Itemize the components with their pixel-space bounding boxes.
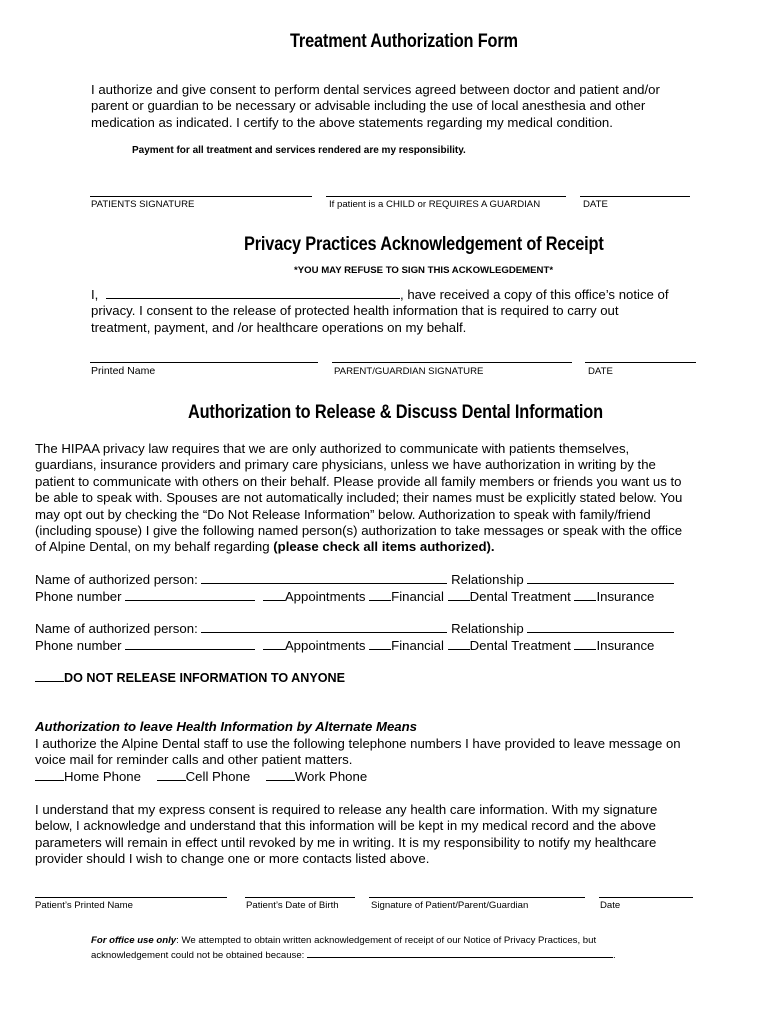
date-line-2[interactable]: [585, 362, 696, 363]
date-line-1[interactable]: [580, 196, 690, 197]
appointments-label: Appointments: [284, 589, 366, 604]
hipaa-line-last: [35, 539, 682, 555]
privacy-practices-title: Privacy Practices Acknowledgement of Receipt: [244, 234, 604, 255]
dental-treatment-label: Dental Treatment: [469, 589, 571, 604]
privacy-line-3: treatment, payment, and /or healthcare operations on my behalf.: [91, 319, 467, 335]
dental-treatment-checkbox[interactable]: [448, 589, 470, 601]
authorized-person-name-field[interactable]: [201, 621, 447, 633]
patient-dob-line[interactable]: [245, 897, 355, 898]
hipaa-last-normal: of Alpine Dental, on my behalf regarding: [35, 539, 274, 555]
authorized-person-row-2: [35, 621, 674, 637]
hipaa-line: be able to speak with. Spouses are not automatically included; their names must be explicitly stated below. You: [35, 490, 683, 506]
work-phone-label: Work Phone: [294, 768, 368, 784]
parent-guardian-signature-line[interactable]: [332, 362, 572, 363]
printed-name-label: Printed Name: [91, 365, 156, 377]
authorized-person-label: Name of authorized person:: [35, 621, 198, 636]
guardian-label: If patient is a CHILD or REQUIRES A GUARDIAN: [329, 199, 541, 210]
authorized-person-row-1: [35, 572, 674, 588]
authorized-person-label: Name of authorized person:: [35, 572, 198, 587]
ack-prefix: I,: [91, 287, 99, 302]
relationship-field[interactable]: [527, 621, 674, 633]
alternate-means-heading: Authorization to leave Health Information by Alternate Means: [35, 719, 417, 734]
phone-row-1: [35, 589, 654, 605]
office-use-label: For office use only: [91, 935, 177, 946]
do-not-release-checkbox[interactable]: [35, 670, 64, 682]
authorized-person-name-field[interactable]: [201, 572, 447, 584]
alternate-means-paragraph: [35, 736, 681, 785]
do-not-release-label: DO NOT RELEASE INFORMATION TO ANYONE: [64, 671, 346, 685]
parent-guardian-label: PARENT/GUARDIAN SIGNATURE: [334, 366, 484, 377]
do-not-release-row: [35, 670, 345, 686]
consent-line: I authorize and give consent to perform dental services agreed between doctor and patient and/or: [91, 82, 660, 97]
guardian-signature-line[interactable]: [326, 196, 566, 197]
relationship-field[interactable]: [527, 572, 674, 584]
alternate-line: I authorize the Alpine Dental staff to use the following telephone numbers I have provided to leave message on: [35, 736, 681, 751]
consent-paragraph-line: provider should I wish to change one or more contacts listed above.: [35, 851, 430, 867]
financial-label: Financial: [391, 638, 444, 653]
signature-patient-parent-guardian-label: Signature of Patient/Parent/Guardian: [371, 900, 529, 911]
hipaa-paragraph: [35, 441, 682, 556]
consent-paragraph-line: below, I acknowledge and understand that this information will be kept in my medical record and the above: [35, 818, 656, 834]
ack-name-blank[interactable]: [106, 287, 400, 299]
appointments-checkbox[interactable]: [263, 638, 285, 650]
cell-phone-label: Cell Phone: [185, 768, 251, 784]
ack-suffix: , have received a copy of this office’s notice of: [400, 287, 669, 302]
appointments-label: Appointments: [284, 638, 366, 653]
insurance-label: Insurance: [596, 638, 655, 653]
financial-checkbox[interactable]: [369, 589, 391, 601]
treatment-consent-paragraph: [91, 82, 660, 131]
treatment-authorization-title: Treatment Authorization Form: [290, 31, 518, 52]
privacy-ack-paragraph: [91, 287, 669, 336]
cell-phone-checkbox[interactable]: [157, 769, 186, 781]
check-items-instruction: (please check all items authorized).: [273, 539, 495, 555]
work-phone-checkbox[interactable]: [266, 769, 295, 781]
office-use-note: [91, 935, 616, 962]
consent-paragraph-line: I understand that my express consent is required to release any health care information. With my signature: [35, 802, 658, 817]
release-dental-info-title: Authorization to Release & Discuss Dental Information: [188, 402, 603, 423]
financial-label: Financial: [391, 589, 444, 604]
refuse-to-sign-note: *YOU MAY REFUSE TO SIGN THIS ACKOWLEGDEMENT*: [294, 265, 554, 276]
hipaa-line: The HIPAA privacy law requires that we are only authorized to communicate with patients themselves,: [35, 441, 630, 456]
home-phone-label: Home Phone: [64, 768, 141, 784]
relationship-label: Relationship: [451, 572, 524, 587]
patients-signature-label: PATIENTS SIGNATURE: [91, 199, 195, 210]
insurance-label: Insurance: [596, 589, 655, 604]
consent-line: parent or guardian to be necessary or advisable including the use of local anesthesia and other: [91, 98, 646, 114]
office-use-reason-label: acknowledgement could not be obtained because:: [91, 949, 305, 961]
home-phone-checkbox[interactable]: [35, 769, 64, 781]
office-use-reason-field[interactable]: [307, 948, 613, 958]
dental-treatment-label: Dental Treatment: [469, 638, 571, 653]
date-label-2: DATE: [588, 366, 613, 377]
hipaa-line: may opt out by checking the “Do Not Release Information” below. Authorization to speak with family/friend: [35, 506, 651, 522]
relationship-label: Relationship: [451, 621, 524, 636]
patient-printed-name-label: Patient’s Printed Name: [35, 900, 133, 911]
office-use-text: : We attempted to obtain written acknowledgement of receipt of our Notice of Privacy Practices, but: [176, 935, 597, 946]
phone-label: Phone number: [35, 638, 122, 653]
consent-paragraph: [35, 802, 657, 868]
privacy-line-1: [91, 287, 669, 303]
final-date-label: Date: [600, 900, 621, 911]
patient-signature-line[interactable]: [90, 196, 312, 197]
final-date-line[interactable]: [599, 897, 693, 898]
date-label-1: DATE: [583, 199, 608, 210]
phone-number-field[interactable]: [125, 638, 255, 650]
phone-label: Phone number: [35, 589, 122, 604]
hipaa-line: patient to communicate with others on their behalf. Please provide all family members or friends you want us to: [35, 473, 682, 489]
insurance-checkbox[interactable]: [574, 638, 596, 650]
hipaa-line: guardians, insurance providers and primary care physicians, unless we have authorization in writing by the: [35, 457, 656, 473]
patient-dob-label: Patient’s Date of Birth: [246, 900, 339, 911]
alternate-line: voice mail for reminder calls and other patient matters.: [35, 752, 353, 768]
insurance-checkbox[interactable]: [574, 589, 596, 601]
phone-row-2: [35, 638, 654, 654]
appointments-checkbox[interactable]: [263, 589, 285, 601]
patient-parent-guardian-signature-line[interactable]: [369, 897, 585, 898]
financial-checkbox[interactable]: [369, 638, 391, 650]
hipaa-line: (including spouse) I give the following named person(s) authorization to take messages or speak with the office: [35, 523, 683, 539]
office-use-period: .: [613, 949, 616, 961]
patient-printed-name-line[interactable]: [35, 897, 227, 898]
dental-treatment-checkbox[interactable]: [448, 638, 470, 650]
consent-line: medication as indicated. I certify to the above statements regarding my medical condition.: [91, 114, 613, 130]
phone-number-field[interactable]: [125, 589, 255, 601]
phone-options-row: [35, 769, 681, 785]
printed-name-line[interactable]: [90, 362, 318, 363]
payment-responsibility-note: Payment for all treatment and services rendered are my responsibility.: [132, 145, 466, 156]
consent-paragraph-line: parameters will remain in effect until revoked by me in writing. It is my responsibility to notify my healthcare: [35, 834, 657, 850]
privacy-line-2: privacy. I consent to the release of protected health information that is required to carry out: [91, 303, 619, 319]
